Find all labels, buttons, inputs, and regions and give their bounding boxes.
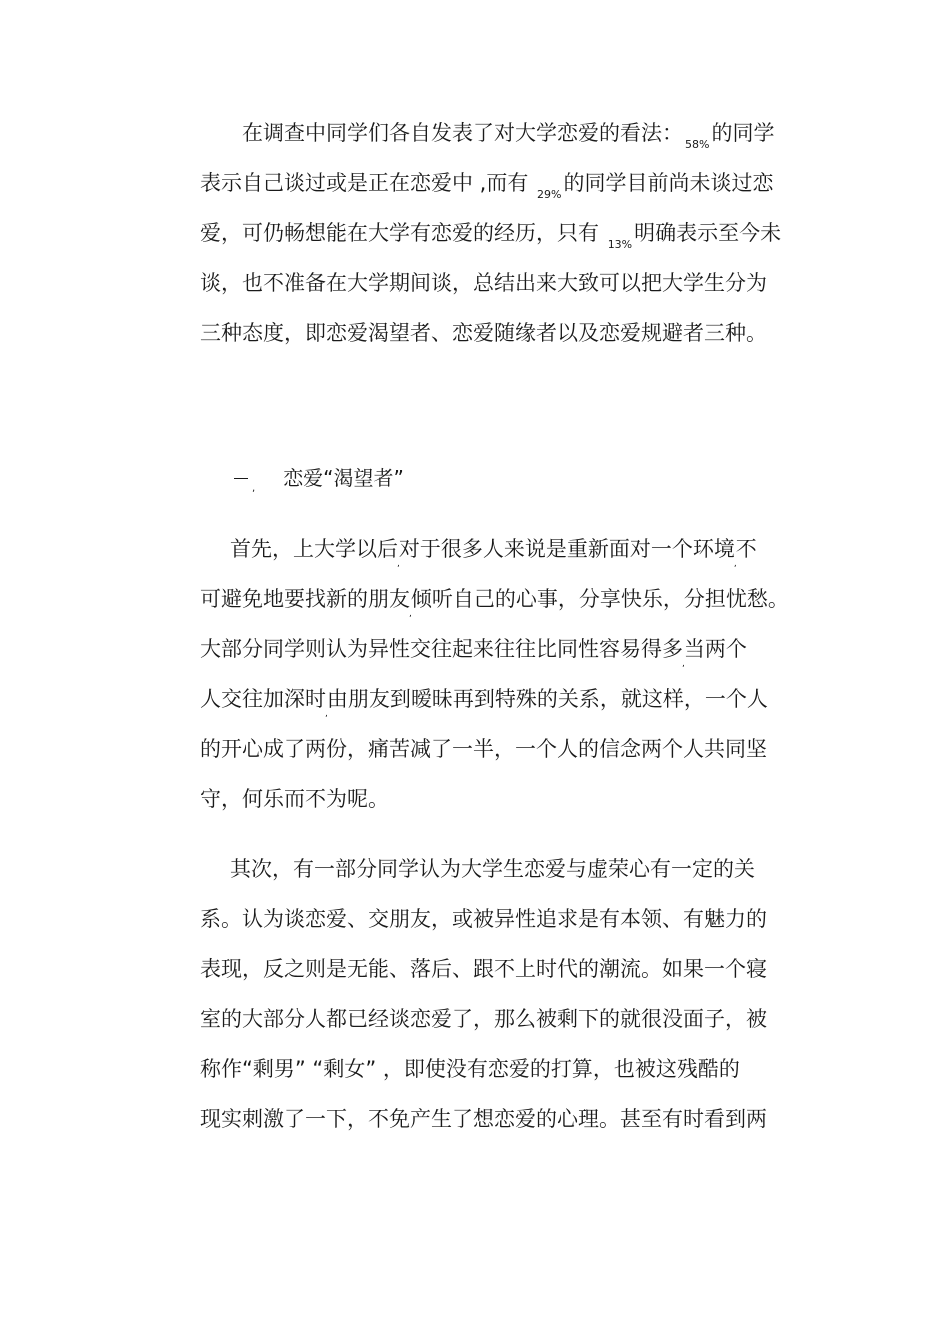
percentage-29: 29%	[537, 188, 562, 201]
text-line: 现实刺激了一下，不免产生了想恋爱的心理。甚至有时看到两	[200, 1107, 767, 1131]
text-segment: 人交往加深时	[200, 687, 326, 711]
text-line: 的开心成了两份，痛苦减了一半，一个人的信念两个人共同坚	[200, 737, 767, 761]
text-line: 称作“剩男” “剩女” ，即使没有恋爱的打算，也被这残酷的	[200, 1057, 740, 1081]
text-line: 系。认为谈恋爱、交朋友，或被异性追求是有本领、有魅力的	[200, 907, 767, 931]
text-line	[200, 574, 820, 624]
text-line: 其次，有一部分同学认为大学生恋爱与虚荣心有一定的关	[230, 857, 755, 881]
section-heading	[234, 458, 404, 498]
heading-dash	[234, 458, 248, 479]
text-segment: 爱，可仍畅想能在大学有恋爱的经历，只有	[200, 221, 606, 245]
text-segment: 首先，上大学以后	[230, 537, 398, 561]
comma-mark: ,	[682, 659, 685, 669]
comma-mark: ,	[733, 559, 737, 569]
text-line: 室的大部分人都已经谈恋爱了，那么被剩下的就很没面子，被	[200, 1007, 767, 1031]
text-line	[200, 208, 820, 258]
text-segment: 当两个	[683, 637, 747, 661]
text-segment: 的同学	[711, 121, 775, 145]
text-line: 守，何乐而不为呢。	[200, 787, 389, 811]
heading-mark: ,	[252, 483, 256, 494]
text-line	[200, 524, 820, 574]
text-line	[200, 674, 820, 724]
text-segment: 由朋友到暧昧再到特殊的关系，就这样，一个人	[326, 687, 768, 711]
heading-title: 恋爱“渴望者”	[283, 466, 404, 490]
comma-mark: ,	[409, 609, 412, 619]
text-segment: 可避免地要找新的朋友	[200, 587, 410, 611]
text-line: 谈，也不准备在大学期间谈，总结出来大致可以把大学生分为	[200, 271, 767, 295]
text-line	[200, 624, 820, 674]
text-segment: 对于很多人来说是重新面对一个环境	[398, 537, 735, 561]
text-segment: 表示自己谈过或是正在恋爱中 ,而有	[200, 171, 536, 195]
percentage-13: 13%	[607, 238, 633, 251]
second-reason-paragraph	[200, 844, 820, 1144]
text-segment: 在调查中同学们各自发表了对大学恋爱的看法：	[242, 121, 683, 145]
text-segment: 大部分同学则认为异性交往起来往往比同性容易得多	[200, 637, 683, 661]
text-segment: 倾听自己的心事，分享快乐，分担忧愁。	[410, 587, 789, 611]
comma-mark: ,	[325, 709, 328, 719]
text-line	[200, 108, 820, 158]
text-line: 表现，反之则是无能、落后、跟不上时代的潮流。如果一个寝	[200, 957, 767, 981]
first-reason-paragraph	[200, 524, 820, 824]
text-line	[200, 158, 820, 208]
text-segment: 不	[735, 537, 757, 561]
text-segment: 的同学目前尚未谈过恋	[563, 171, 774, 195]
percentage-58: 58%	[685, 138, 710, 151]
text-segment: 明确表示至今未	[634, 221, 782, 245]
comma-mark: ,	[397, 559, 400, 569]
text-line: 三种态度，即恋爱渴望者、恋爱随缘者以及恋爱规避者三种。	[200, 321, 767, 345]
survey-paragraph	[200, 108, 820, 358]
